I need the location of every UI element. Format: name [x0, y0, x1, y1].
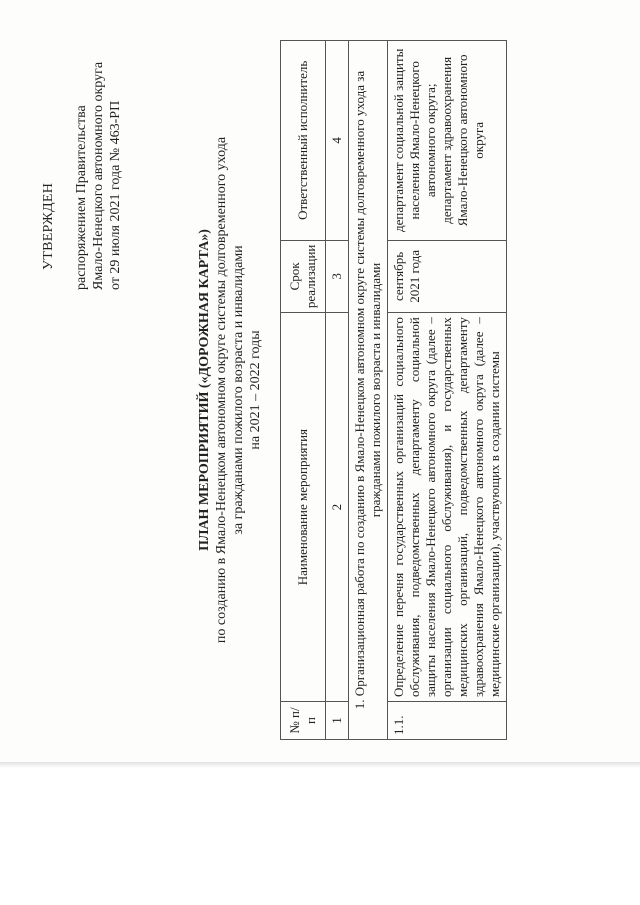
executor-line: департамент здравоохранения Ямало-Ненецкого автономного округа — [439, 54, 486, 227]
header-executor: Ответственный исполнитель — [281, 41, 326, 241]
row-executor — [388, 41, 507, 241]
plan-subtitle: за гражданами пожилого возраста и инвалидами — [231, 245, 246, 535]
plan-subtitle: на 2021 – 2022 годы — [248, 330, 263, 450]
section-row — [349, 41, 388, 740]
plan-subtitle: по созданию в Ямало-Ненецком автономном округе системы долговременного ухода — [214, 136, 229, 644]
row-name: Определение перечня государственных организаций социального обслуживания, подведомственных департаменту социальной защиты населения Ямало-Ненецкого автономного округа (далее – организации социального обслуживания), и государственных медицинских организаций, подведомственных департаменту здравоохранения Ямало-Ненецкого автономного округа (далее – медицинские организации), участвующих в создании системы — [388, 313, 507, 702]
approval-title: УТВЕРЖДЕН — [41, 182, 56, 270]
table-header-row — [281, 41, 326, 740]
approval-stamp — [40, 40, 124, 290]
plan-title: ПЛАН МЕРОПРИЯТИЙ («ДОРОЖНАЯ КАРТА») — [197, 229, 212, 551]
approval-line: распоряжением Правительства — [74, 105, 89, 290]
executor-line: департамент социальной защиты населения Ямало-Ненецкого автономного округа; — [391, 48, 438, 232]
plan-heading — [196, 40, 264, 740]
plan-table — [280, 40, 507, 740]
row-num: 1.1. — [388, 702, 507, 740]
column-number: 2 — [326, 313, 349, 702]
header-name: Наименование мероприятия — [281, 313, 326, 702]
table-row — [388, 41, 507, 740]
column-numbers-row — [326, 41, 349, 740]
column-number: 3 — [326, 240, 349, 313]
section-title: 1. Организационная работа по созданию в Ямало-Ненецком автономном округе системы долговременного ухода за гражданами пожилого возраста и инвалидами — [349, 41, 388, 740]
approval-line: Ямало-Ненецкого автономного округа — [91, 61, 106, 290]
scan-edge — [0, 762, 640, 768]
rotated-document — [40, 40, 610, 740]
column-number: 4 — [326, 41, 349, 241]
header-num: № п/п — [281, 702, 326, 740]
row-term: сентябрь 2021 года — [388, 240, 507, 313]
column-number: 1 — [326, 702, 349, 740]
approval-line: от 29 июля 2021 года № 463-РП — [108, 100, 123, 290]
header-term: Срок реализации — [281, 240, 326, 313]
